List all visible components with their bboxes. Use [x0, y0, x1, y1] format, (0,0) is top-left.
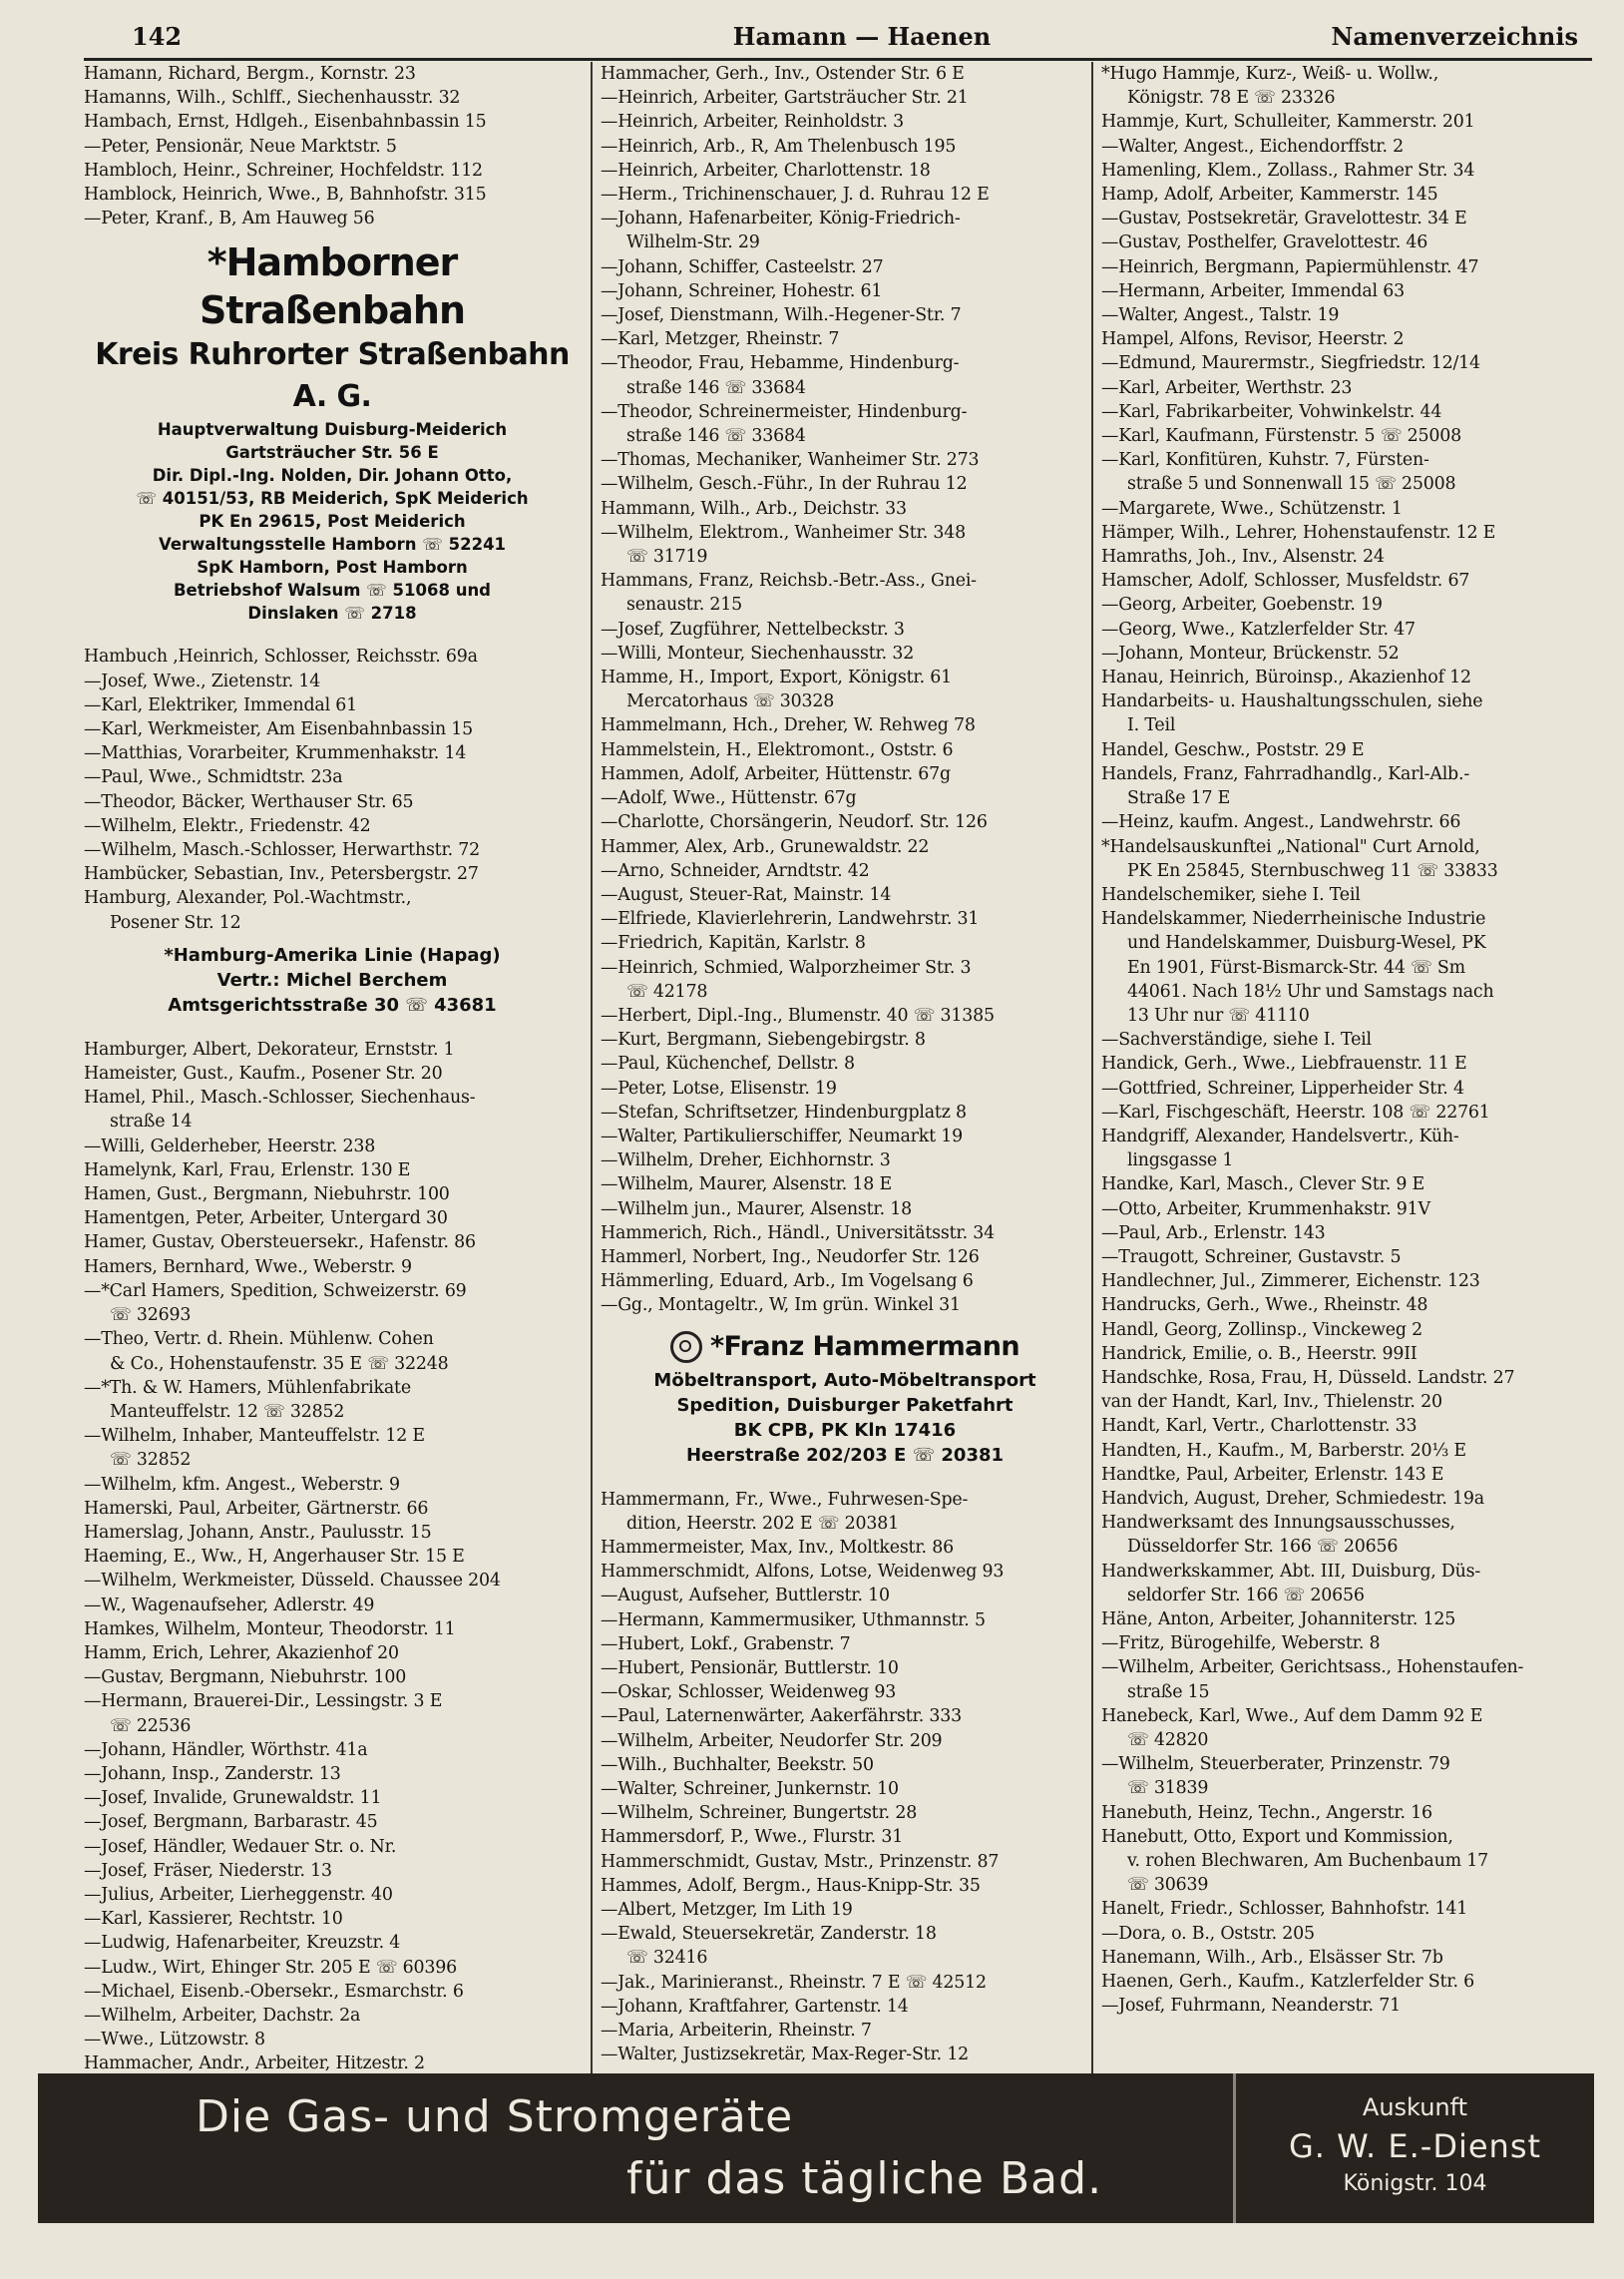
directory-entry: —Ludw., Wirt, Ehinger Str. 205 E ☏ 60396 [84, 1957, 457, 1978]
directory-entry: Hammermann, Fr., Wwe., Fuhrwesen-Spe- [601, 1489, 969, 1510]
directory-entry: —Theodor, Bäcker, Werthauser Str. 65 [84, 791, 414, 812]
directory-entry: —Thomas, Mechaniker, Wanheimer Str. 273 [601, 450, 980, 471]
directory-entry: —Hermann, Arbeiter, Immendal 63 [1101, 280, 1405, 301]
directory-entry: —Peter, Lotse, Elisenstr. 19 [601, 1078, 837, 1099]
directory-entry: —Karl, Elektriker, Immendal 61 [84, 694, 357, 715]
directory-entry: Hammelstein, H., Elektromont., Oststr. 6 [601, 739, 954, 760]
directory-entry: Hamen, Gust., Bergmann, Niebuhrstr. 100 [84, 1184, 450, 1205]
directory-entry: —Walter, Justizsekretär, Max-Reger-Str. 12 [601, 2045, 970, 2065]
directory-entry: Handrick, Emilie, o. B., Heerstr. 99II [1101, 1343, 1418, 1364]
directory-entry: —Paul, Arb., Erlenstr. 143 [1101, 1222, 1326, 1243]
directory-entry: —Josef, Invalide, Grunewaldstr. 11 [84, 1788, 382, 1809]
directory-entry: Hammans, Franz, Reichsb.-Betr.-Ass., Gnei- [601, 571, 977, 592]
ad-line: Heerstraße 202/203 E ☏ 20381 [685, 1444, 1005, 1466]
directory-entry: —Wilhelm, Steuerberater, Prinzenstr. 79 [1101, 1754, 1450, 1775]
directory-entry: —Josef, Fuhrmann, Neanderstr. 71 [1101, 1996, 1401, 2017]
directory-entry: Handlechner, Jul., Zimmerer, Eichenstr. 123 [1101, 1271, 1480, 1292]
directory-entry: —Walter, Angest., Eichendorffstr. 2 [1101, 136, 1405, 157]
ad-subtitle: Kreis Ruhrorter Straßenbahn A. G. [95, 337, 570, 415]
directory-entry: —Adolf, Wwe., Hüttenstr. 67g [601, 788, 857, 809]
column-1 [84, 62, 581, 2077]
ad-line: BK CPB, PK Kln 17416 [733, 1419, 957, 1441]
directory-entry: —Gottfried, Schreiner, Lipperheider Str. 4 [1101, 1078, 1464, 1099]
ad-title: *Hamborner Straßenbahn [199, 240, 466, 333]
directory-entry: Handt, Karl, Vertr., Charlottenstr. 33 [1101, 1416, 1418, 1437]
directory-entry: Hamm, Erich, Lehrer, Akazienhof 20 [84, 1642, 399, 1663]
footer-info-box [1236, 2073, 1594, 2223]
directory-entry: —Georg, Wwe., Katzlerfelder Str. 47 [1101, 619, 1416, 640]
directory-entry: —Wilhelm, Schreiner, Bungertstr. 28 [601, 1803, 918, 1824]
ad-line: Gartsträucher Str. 56 E [225, 443, 439, 463]
directory-entry: —Johann, Monteur, Brückenstr. 52 [1101, 643, 1400, 664]
info-label: Auskunft [1362, 2093, 1468, 2121]
directory-entry: —Wilhelm, Dreher, Eichhornstr. 3 [601, 1150, 891, 1171]
directory-entry: —Paul, Wwe., Schmidtstr. 23a [84, 767, 343, 788]
directory-entry: straße 5 und Sonnenwall 15 ☏ 25008 [1127, 474, 1456, 495]
ad-line: Amtsgerichtsstraße 30 ☏ 43681 [168, 994, 497, 1016]
directory-entry: —Josef, Zugführer, Nettelbeckstr. 3 [601, 619, 905, 640]
directory-entry: —Wilhelm, Inhaber, Manteuffelstr. 12 E [84, 1426, 425, 1447]
directory-entry: —Fritz, Bürogehilfe, Weberstr. 8 [1101, 1633, 1381, 1654]
directory-entry: En 1901, Fürst-Bismarck-Str. 44 ☏ Sm [1127, 957, 1465, 978]
ad-hapag [84, 943, 581, 1018]
ad-line: ☏ 40151/53, RB Meiderich, SpK Meiderich [136, 489, 529, 509]
directory-entry: senaustr. 215 [626, 595, 742, 616]
directory-entry: —Josef, Dienstmann, Wilh.-Hegener-Str. 7 [601, 305, 962, 326]
directory-entry: —Paul, Küchenchef, Dellstr. 8 [601, 1054, 855, 1075]
directory-page [84, 18, 1592, 2203]
entry-list [601, 62, 1089, 1318]
directory-entry: Hammerl, Norbert, Ing., Neudorfer Str. 126 [601, 1246, 980, 1267]
ad-title: *Franz Hammermann [709, 1330, 1020, 1362]
directory-entry: Hamblock, Heinrich, Wwe., B, Bahnhofstr. 315 [84, 185, 487, 206]
directory-entry: Hämmerling, Eduard, Arb., Im Vogelsang 6 [601, 1271, 974, 1292]
directory-entry: Hammes, Adolf, Bergm., Haus-Knipp-Str. 35 [601, 1875, 981, 1896]
directory-entry: Handrucks, Gerh., Wwe., Rheinstr. 48 [1101, 1295, 1428, 1316]
directory-entry: Hanelt, Friedr., Schlosser, Bahnhofstr. 141 [1101, 1899, 1468, 1920]
directory-entry: —Hermann, Kammermusiker, Uthmannstr. 5 [601, 1609, 986, 1630]
directory-entry: ☏ 31839 [1127, 1778, 1209, 1799]
directory-entry: Hammacher, Andr., Arbeiter, Hitzestr. 2 [84, 2053, 425, 2074]
ad-line: Betriebshof Walsum ☏ 51068 und [173, 581, 491, 601]
directory-entry: —Heinrich, Arbeiter, Gartsträucher Str. 21 [601, 88, 969, 109]
directory-entry: ☏ 32416 [626, 1948, 708, 1969]
directory-entry: Hammelmann, Hch., Dreher, W. Rehweg 78 [601, 715, 976, 736]
directory-entry: Handwerksamt des Innungsausschusses, [1101, 1513, 1455, 1534]
ad-line: Möbeltransport, Auto-Möbeltransport [653, 1369, 1036, 1391]
directory-entry: —Johann, Hafenarbeiter, König-Friedrich- [601, 209, 961, 229]
page-header [84, 18, 1592, 61]
directory-entry: Handels, Franz, Fahrradhandlg., Karl-Alb.- [1101, 763, 1469, 784]
slogan-line-1: Die Gas- und Stromgeräte [196, 2091, 794, 2142]
directory-entry: Hammer, Alex, Arb., Grunewaldstr. 22 [601, 836, 930, 857]
directory-entry: Hammersdorf, P., Wwe., Flurstr. 31 [601, 1827, 904, 1848]
directory-entry: —Hermann, Brauerei-Dir., Lessingstr. 3 E [84, 1691, 443, 1712]
directory-entry: —Karl, Kassierer, Rechtstr. 10 [84, 1909, 343, 1930]
directory-entry: Handl, Georg, Zollinsp., Vinckeweg 2 [1101, 1319, 1423, 1340]
directory-entry: —Johann, Schiffer, Casteelstr. 27 [601, 256, 884, 277]
directory-entry: —Charlotte, Chorsängerin, Neudorf. Str. 126 [601, 812, 988, 833]
name-range: Hamann — Haenen [732, 22, 992, 51]
directory-entry: Handarbeits- u. Haushaltungsschulen, siehe [1101, 691, 1483, 712]
directory-entry: Hamenling, Klem., Zollass., Rahmer Str. 34 [1101, 160, 1475, 181]
directory-entry: —Ludwig, Hafenarbeiter, Kreuzstr. 4 [84, 1933, 401, 1954]
directory-entry: —Wilhelm, kfm. Angest., Weberstr. 9 [84, 1474, 400, 1495]
directory-entry: —Georg, Arbeiter, Goebenstr. 19 [1101, 595, 1383, 616]
directory-entry: Handvich, August, Dreher, Schmiedestr. 19a [1101, 1488, 1484, 1509]
directory-entry: —*Th. & W. Hamers, Mühlenfabrikate [84, 1377, 411, 1398]
section-title: Namenverzeichnis [1331, 22, 1578, 51]
ad-line: Hauptverwaltung Duisburg-Meiderich [157, 420, 508, 440]
directory-entry: —Johann, Schreiner, Hohestr. 61 [601, 280, 883, 301]
directory-entry: Haeming, E., Ww., H, Angerhauser Str. 15 E [84, 1547, 465, 1568]
directory-entry: ☏ 32852 [110, 1450, 192, 1471]
directory-entry: —Karl, Metzger, Rheinstr. 7 [601, 329, 840, 350]
directory-entry: —*Carl Hamers, Spedition, Schweizerstr. 69 [84, 1280, 467, 1301]
column-3 [1091, 62, 1592, 2077]
directory-entry: Handick, Gerh., Wwe., Liebfrauenstr. 11 E [1101, 1054, 1467, 1075]
directory-entry: —Sachverständige, siehe I. Teil [1101, 1030, 1372, 1051]
ad-line: SpK Hamborn, Post Hamborn [197, 558, 468, 578]
slogan-line-2: für das tägliche Bad. [626, 2153, 1103, 2204]
directory-entry: —Hubert, Pensionär, Buttlerstr. 10 [601, 1657, 899, 1678]
directory-entry: ☏ 30639 [1127, 1875, 1209, 1896]
directory-entry: —Gg., Montageltr., W, Im grün. Winkel 31 [601, 1295, 961, 1316]
directory-entry: straße 15 [1127, 1681, 1210, 1702]
info-address: Königstr. 104 [1343, 2171, 1487, 2196]
ad-franz-hammermann [601, 1326, 1089, 1468]
directory-entry: Hanebeck, Karl, Wwe., Auf dem Damm 92 E [1101, 1705, 1483, 1726]
directory-entry: van der Handt, Karl, Inv., Thielenstr. 20 [1101, 1392, 1442, 1413]
ad-line: Dinslaken ☏ 2718 [247, 604, 417, 624]
directory-entry: Hamers, Bernhard, Wwe., Weberstr. 9 [84, 1256, 412, 1277]
directory-entry: seldorfer Str. 166 ☏ 20656 [1127, 1585, 1365, 1605]
directory-entry: Hanemann, Wilh., Arb., Elsässer Str. 7b [1101, 1947, 1443, 1968]
directory-entry: —Arno, Schneider, Arndtstr. 42 [601, 860, 870, 881]
directory-entry: straße 14 [110, 1112, 193, 1133]
entry-list [1101, 62, 1592, 2018]
directory-entry: Hamkes, Wilhelm, Monteur, Theodorstr. 11 [84, 1618, 456, 1639]
directory-entry: —Gustav, Postsekretär, Gravelottestr. 34 E [1101, 209, 1467, 229]
directory-entry: Hamme, H., Import, Export, Königstr. 61 [601, 668, 952, 688]
company-logo-icon [670, 1331, 702, 1363]
ad-line: *Hamburg-Amerika Linie (Hapag) [164, 944, 501, 966]
directory-entry: Hamel, Phil., Masch.-Schlosser, Siechenhaus- [84, 1088, 476, 1109]
directory-entry: —Heinrich, Arbeiter, Charlottenstr. 18 [601, 160, 931, 181]
directory-entry: straße 146 ☏ 33684 [626, 377, 806, 398]
directory-entry: & Co., Hohenstaufenstr. 35 E ☏ 32248 [110, 1353, 449, 1374]
directory-entry: Handschke, Rosa, Frau, H, Düsseld. Landstr. 27 [1101, 1367, 1515, 1388]
directory-entry: —Josef, Bergmann, Barbarastr. 45 [84, 1812, 378, 1833]
directory-entry: Hammen, Adolf, Arbeiter, Hüttenstr. 67g [601, 763, 951, 784]
directory-entry: Hammerschmidt, Gustav, Mstr., Prinzenstr. 87 [601, 1851, 1000, 1872]
directory-entry: Hanebuth, Heinz, Techn., Angerstr. 16 [1101, 1802, 1432, 1823]
directory-entry: Hammerschmidt, Alfons, Lotse, Weidenweg 93 [601, 1562, 1005, 1583]
directory-entry: —Wilhelm, Elektr., Friedenstr. 42 [84, 815, 371, 836]
directory-entry: —Theodor, Frau, Hebamme, Hindenburg- [601, 353, 960, 374]
directory-entry: —Elfriede, Klavierlehrerin, Landwehrstr. 31 [601, 909, 980, 930]
directory-entry: dition, Heerstr. 202 E ☏ 20381 [626, 1513, 899, 1534]
directory-entry: —Karl, Fischgeschäft, Heerstr. 108 ☏ 22761 [1101, 1102, 1490, 1123]
directory-entry: Königstr. 78 E ☏ 23326 [1127, 88, 1336, 109]
directory-entry: Hamraths, Joh., Inv., Alsenstr. 24 [1101, 547, 1385, 568]
directory-entry: 44061. Nach 18½ Uhr und Samstags nach [1127, 981, 1494, 1002]
ad-lines [84, 943, 581, 1018]
directory-entry: *Hugo Hammje, Kurz-, Weiß- u. Wollw., [1101, 64, 1439, 84]
entry-list [84, 62, 581, 230]
directory-entry: —Peter, Kranf., B, Am Hauweg 56 [84, 209, 375, 229]
directory-entry: —Heinrich, Arb., R, Am Thelenbusch 195 [601, 136, 957, 157]
directory-entry: lingsgasse 1 [1127, 1150, 1234, 1171]
directory-entry: —Karl, Kaufmann, Fürstenstr. 5 ☏ 25008 [1101, 426, 1461, 447]
directory-entry: Hampel, Alfons, Revisor, Heerstr. 2 [1101, 329, 1405, 350]
directory-entry: —Heinrich, Bergmann, Papiermühlenstr. 47 [1101, 256, 1479, 277]
directory-entry: Handtke, Paul, Arbeiter, Erlenstr. 143 E [1101, 1464, 1444, 1485]
info-name: G. W. E.-Dienst [1288, 2127, 1542, 2165]
directory-entry: —Edmund, Maurermstr., Siegfriedstr. 12/14 [1101, 353, 1480, 374]
directory-entry: —Paul, Laternenwärter, Aakerfährstr. 333 [601, 1706, 962, 1727]
directory-entry: —Albert, Metzger, Im Lith 19 [601, 1900, 853, 1921]
directory-entry: Hämper, Wilh., Lehrer, Hohenstaufenstr. 12 E [1101, 522, 1496, 543]
directory-entry: —Karl, Arbeiter, Werthstr. 23 [1101, 377, 1353, 398]
footer-slogan [38, 2073, 1236, 2223]
directory-entry: Hambloch, Heinr., Schreiner, Hochfeldstr. 112 [84, 160, 483, 181]
directory-entry: —Jak., Marinieranst., Rheinstr. 7 E ☏ 42512 [601, 1972, 987, 1993]
directory-entry: —August, Aufseher, Buttlerstr. 10 [601, 1586, 890, 1606]
directory-entry: —Maria, Arbeiterin, Rheinstr. 7 [601, 2021, 872, 2042]
ad-lines [84, 418, 581, 625]
directory-entry: PK En 25845, Sternbuschweg 11 ☏ 33833 [1127, 860, 1498, 881]
directory-entry: —Wilhelm, Werkmeister, Düsseld. Chaussee 204 [84, 1571, 501, 1592]
column-2 [591, 62, 1089, 2077]
directory-entry: —Julius, Arbeiter, Lierheggenstr. 40 [84, 1884, 393, 1905]
directory-entry: ☏ 22536 [110, 1715, 192, 1736]
directory-entry: Hambach, Ernst, Hdlgeh., Eisenbahnbassin 15 [84, 112, 487, 133]
page-number: 142 [132, 22, 183, 51]
entry-list [601, 1488, 1089, 2067]
directory-entry: —Peter, Pensionär, Neue Marktstr. 5 [84, 136, 397, 157]
directory-entry: ☏ 42178 [626, 981, 708, 1002]
ad-hamborner-strassenbahn [84, 238, 581, 625]
directory-entry: Hamelynk, Karl, Frau, Erlenstr. 130 E [84, 1159, 411, 1180]
directory-entry: v. rohen Blechwaren, Am Buchenbaum 17 [1127, 1851, 1488, 1872]
directory-entry: Düsseldorfer Str. 166 ☏ 20656 [1127, 1537, 1399, 1558]
directory-entry: Handelskammer, Niederrheinische Industrie [1101, 909, 1486, 930]
directory-entry: Haenen, Gerh., Kaufm., Katzlerfelder Str. 6 [1101, 1972, 1474, 1993]
entry-list [84, 1038, 581, 2100]
directory-entry: —Johann, Insp., Zanderstr. 13 [84, 1763, 341, 1784]
directory-entry: ☏ 32693 [110, 1305, 192, 1326]
directory-entry: ☏ 42820 [1127, 1730, 1209, 1751]
entry-list [84, 645, 581, 934]
directory-entry: Wilhelm-Str. 29 [626, 232, 760, 253]
directory-entry: —Josef, Fräser, Niederstr. 13 [84, 1860, 332, 1881]
directory-entry: Hamanns, Wilh., Schlff., Siechenhausstr. 32 [84, 88, 461, 109]
directory-entry: —Matthias, Vorarbeiter, Krummenhakstr. 14 [84, 743, 467, 764]
directory-entry: Hamburg, Alexander, Pol.-Wachtmstr., [84, 888, 412, 909]
directory-entry: *Handelsauskunftei „National" Curt Arnold, [1101, 836, 1480, 857]
directory-entry: —Wilh., Buchhalter, Beekstr. 50 [601, 1754, 874, 1775]
directory-entry: Handten, H., Kaufm., M, Barberstr. 20⅓ E [1101, 1440, 1466, 1461]
directory-entry: Hammann, Wilh., Arb., Deichstr. 33 [601, 498, 907, 519]
directory-entry: Manteuffelstr. 12 ☏ 32852 [110, 1401, 345, 1422]
directory-entry: Hammerich, Rich., Händl., Universitätsstr. 34 [601, 1222, 995, 1243]
directory-entry: —Wilhelm, Maurer, Alsenstr. 18 E [601, 1174, 892, 1195]
ad-line: Dir. Dipl.-Ing. Nolden, Dir. Johann Otto, [152, 466, 513, 486]
ad-lines [601, 1368, 1089, 1468]
directory-entry: Hameister, Gust., Kaufm., Posener Str. 20 [84, 1064, 443, 1085]
directory-entry: —Herm., Trichinenschauer, J. d. Ruhrau 12 E [601, 185, 990, 206]
directory-entry: —Walter, Schreiner, Junkernstr. 10 [601, 1779, 899, 1799]
directory-entry: —Wilhelm, Arbeiter, Dachstr. 2a [84, 2005, 361, 2026]
directory-entry: Hamp, Adolf, Arbeiter, Kammerstr. 145 [1101, 185, 1438, 206]
directory-entry: 13 Uhr nur ☏ 41110 [1127, 1005, 1310, 1026]
directory-entry: Hambuch ,Heinrich, Schlosser, Reichsstr. 69a [84, 647, 478, 668]
directory-entry: Hamann, Richard, Bergm., Kornstr. 23 [84, 64, 416, 84]
ad-line: PK En 29615, Post Meiderich [199, 512, 466, 532]
directory-entry: Straße 17 E [1127, 788, 1231, 809]
directory-entry: Mercatorhaus ☏ 30328 [626, 691, 835, 712]
directory-entry: Hanebutt, Otto, Export und Kommission, [1101, 1826, 1453, 1847]
directory-entry: Hammje, Kurt, Schulleiter, Kammerstr. 201 [1101, 112, 1475, 133]
directory-entry: —Herbert, Dipl.-Ing., Blumenstr. 40 ☏ 31385 [601, 1005, 995, 1026]
directory-entry: —Theo, Vertr. d. Rhein. Mühlenw. Cohen [84, 1329, 434, 1350]
directory-entry: —Ewald, Steuersekretär, Zanderstr. 18 [601, 1924, 937, 1945]
directory-entry: —Heinz, kaufm. Angest., Landwehrstr. 66 [1101, 812, 1461, 833]
directory-entry: Hanau, Heinrich, Büroinsp., Akazienhof 12 [1101, 668, 1471, 688]
directory-entry: —Stefan, Schriftsetzer, Hindenburgplatz 8 [601, 1102, 967, 1123]
directory-entry: —Walter, Partikulierschiffer, Neumarkt 19 [601, 1126, 963, 1146]
directory-entry: —Wilhelm, Arbeiter, Gerichtsass., Hohenstaufen- [1101, 1657, 1524, 1678]
directory-entry: Handgriff, Alexander, Handelsvertr., Küh- [1101, 1126, 1459, 1146]
directory-entry: —W., Wagenaufseher, Adlerstr. 49 [84, 1595, 375, 1615]
directory-entry: Handwerkskammer, Abt. III, Duisburg, Düs- [1101, 1561, 1481, 1582]
footer-advertisement [38, 2073, 1594, 2223]
directory-entry: und Handelskammer, Duisburg-Wesel, PK [1127, 933, 1486, 954]
directory-entry: Hambücker, Sebastian, Inv., Petersbergstr. 27 [84, 864, 479, 885]
directory-entry: Häne, Anton, Arbeiter, Johanniterstr. 125 [1101, 1609, 1456, 1629]
directory-entry: —Wilhelm jun., Maurer, Alsenstr. 18 [601, 1198, 913, 1219]
directory-entry: Hammacher, Gerh., Inv., Ostender Str. 6 E [601, 64, 965, 84]
directory-entry: —Wilhelm, Gesch.-Führ., In der Ruhrau 12 [601, 474, 968, 495]
directory-entry: —Kurt, Bergmann, Siebengebirgstr. 8 [601, 1030, 926, 1051]
directory-entry: —Walter, Angest., Talstr. 19 [1101, 305, 1340, 326]
directory-entry: Hamscher, Adolf, Schlosser, Musfeldstr. 67 [1101, 571, 1470, 592]
directory-entry: —Heinrich, Arbeiter, Reinholdstr. 3 [601, 112, 905, 133]
directory-entry: —Margarete, Wwe., Schützenstr. 1 [1101, 498, 1403, 519]
ad-line: Vertr.: Michel Berchem [216, 969, 448, 991]
directory-entry: —Oskar, Schlosser, Weidenweg 93 [601, 1682, 897, 1703]
directory-entry: —Otto, Arbeiter, Krummenhakstr. 91V [1101, 1198, 1430, 1219]
directory-entry: —Karl, Konfitüren, Kuhstr. 7, Fürsten- [1101, 450, 1429, 471]
directory-entry: —Dora, o. B., Oststr. 205 [1101, 1923, 1315, 1944]
directory-entry: —Johann, Händler, Wörthstr. 41a [84, 1739, 368, 1760]
directory-entry: —August, Steuer-Rat, Mainstr. 14 [601, 884, 892, 905]
directory-entry: Hamentgen, Peter, Arbeiter, Untergard 30 [84, 1208, 448, 1229]
directory-entry: —Gustav, Posthelfer, Gravelottestr. 46 [1101, 232, 1428, 253]
directory-entry: —Michael, Eisenb.-Obersekr., Esmarchstr. 6 [84, 1981, 464, 2002]
directory-entry: —Wilhelm, Masch.-Schlosser, Herwarthstr. 72 [84, 840, 481, 861]
directory-entry: —Johann, Kraftfahrer, Gartenstr. 14 [601, 1996, 909, 2017]
directory-entry: —Hubert, Lokf., Grabenstr. 7 [601, 1633, 851, 1654]
directory-entry: —Karl, Fabrikarbeiter, Vohwinkelstr. 44 [1101, 401, 1442, 422]
directory-entry: —Heinrich, Schmied, Walporzheimer Str. 3 [601, 957, 972, 978]
directory-entry: Handel, Geschw., Poststr. 29 E [1101, 739, 1365, 760]
directory-entry: Handke, Karl, Masch., Clever Str. 9 E [1101, 1174, 1425, 1195]
directory-entry: —Gustav, Bergmann, Niebuhrstr. 100 [84, 1667, 407, 1688]
directory-entry: —Josef, Wwe., Zietenstr. 14 [84, 671, 321, 691]
directory-entry: straße 146 ☏ 33684 [626, 426, 806, 447]
directory-entry: I. Teil [1127, 715, 1176, 736]
directory-entry: —Wwe., Lützowstr. 8 [84, 2030, 265, 2051]
directory-entry: —Traugott, Schreiner, Gustavstr. 5 [1101, 1246, 1402, 1267]
directory-entry: —Josef, Händler, Wedauer Str. o. Nr. [84, 1836, 397, 1857]
directory-entry: Handelschemiker, siehe I. Teil [1101, 884, 1361, 905]
ad-line: Spedition, Duisburger Paketfahrt [676, 1394, 1014, 1416]
directory-entry: Hamer, Gustav, Obersteuersekr., Hafenstr. 86 [84, 1232, 476, 1253]
directory-entry: Hamburger, Albert, Dekorateur, Ernststr. 1 [84, 1039, 455, 1060]
directory-entry: —Wilhelm, Arbeiter, Neudorfer Str. 209 [601, 1730, 943, 1751]
directory-entry: —Wilhelm, Elektrom., Wanheimer Str. 348 [601, 522, 966, 543]
directory-entry: Hamerski, Paul, Arbeiter, Gärtnerstr. 66 [84, 1498, 429, 1519]
directory-entry: Hammermeister, Max, Inv., Moltkestr. 86 [601, 1537, 954, 1558]
directory-entry: ☏ 31719 [626, 547, 708, 568]
ad-line: Verwaltungsstelle Hamborn ☏ 52241 [158, 535, 507, 555]
directory-entry: Hamerslag, Johann, Anstr., Paulusstr. 15 [84, 1522, 432, 1543]
directory-entry: —Karl, Werkmeister, Am Eisenbahnbassin 15 [84, 719, 474, 740]
directory-entry: —Willi, Monteur, Siechenhausstr. 32 [601, 643, 915, 664]
directory-entry: Posener Str. 12 [110, 912, 241, 933]
directory-entry: —Willi, Gelderheber, Heerstr. 238 [84, 1136, 376, 1156]
directory-entry: —Friedrich, Kapitän, Karlstr. 8 [601, 933, 866, 954]
directory-entry: —Theodor, Schreinermeister, Hindenburg- [601, 401, 968, 422]
